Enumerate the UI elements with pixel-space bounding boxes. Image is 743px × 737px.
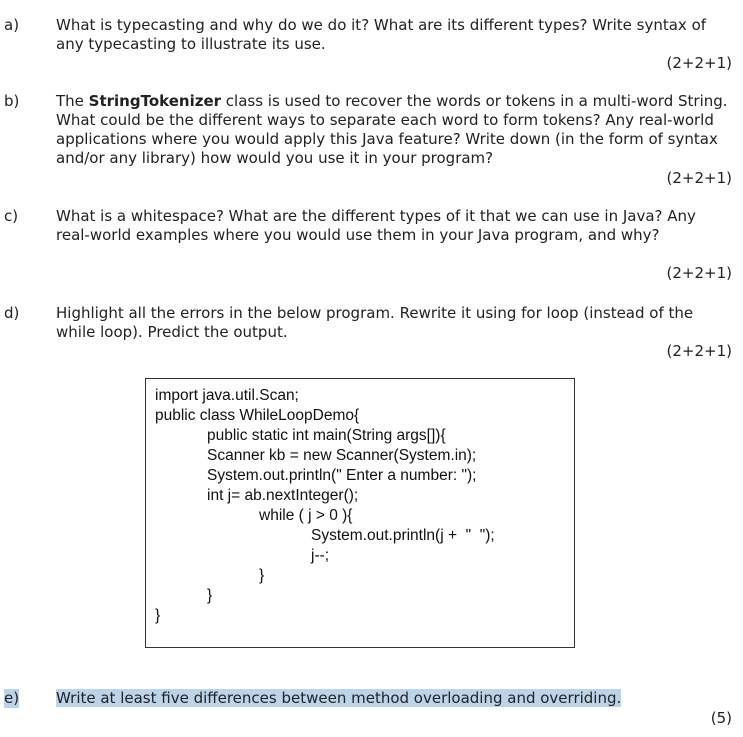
code-line: import java.util.Scan; (155, 387, 299, 404)
code-line: } (259, 567, 265, 584)
class-name: StringTokenizer (88, 92, 222, 110)
code-line: } (207, 587, 213, 604)
question-text: What is typecasting and why do we do it? What are its different types? Write syntax of any typecasting to illustrate its use. (56, 16, 707, 53)
question-letter: a) (4, 16, 20, 34)
question-marks: (2+2+1) (666, 264, 732, 282)
question-letter: e) (4, 689, 20, 707)
code-line: j--; (311, 547, 330, 564)
question-marks: (2+2+1) (666, 169, 732, 187)
code-line: int j= ab.nextInteger(); (207, 487, 359, 504)
question-marks: (2+2+1) (666, 342, 732, 360)
code-line: public static int main(String args[]){ (207, 427, 446, 444)
code-line: Scanner kb = new Scanner(System.in); (207, 447, 477, 464)
question-letter: c) (4, 207, 19, 225)
question-text: What is a whitespace? What are the different types of it that we can use in Java? Any real-world examples where you would use them in your Java program, and why? (56, 207, 696, 244)
code-listing (145, 378, 575, 648)
code-line: public class WhileLoopDemo{ (155, 407, 360, 424)
question-marks: (5) (710, 709, 732, 727)
question-text: Write at least five differences between method overloading and overriding. (56, 689, 622, 707)
code-line: System.out.println(j + " "); (311, 527, 495, 544)
code-line: System.out.println(" Enter a number: "); (207, 467, 477, 484)
question-marks: (2+2+1) (666, 54, 732, 72)
question-text: Highlight all the errors in the below program. Rewrite it using for loop (instead of the while loop). Predict the output. (56, 304, 694, 341)
question-letter: d) (4, 304, 20, 322)
code-line: while ( j > 0 ){ (259, 507, 353, 524)
question-text: The StringTokenizer class is used to recover the words or tokens in a multi-word String. What could be the different ways to separate each word to form tokens? Any real-world applications where you would apply this Java feature? Write down (in the form of syntax and/or any library) how would you use it in your program? (56, 92, 728, 167)
code-line: } (155, 607, 161, 624)
question-letter: b) (4, 92, 20, 110)
